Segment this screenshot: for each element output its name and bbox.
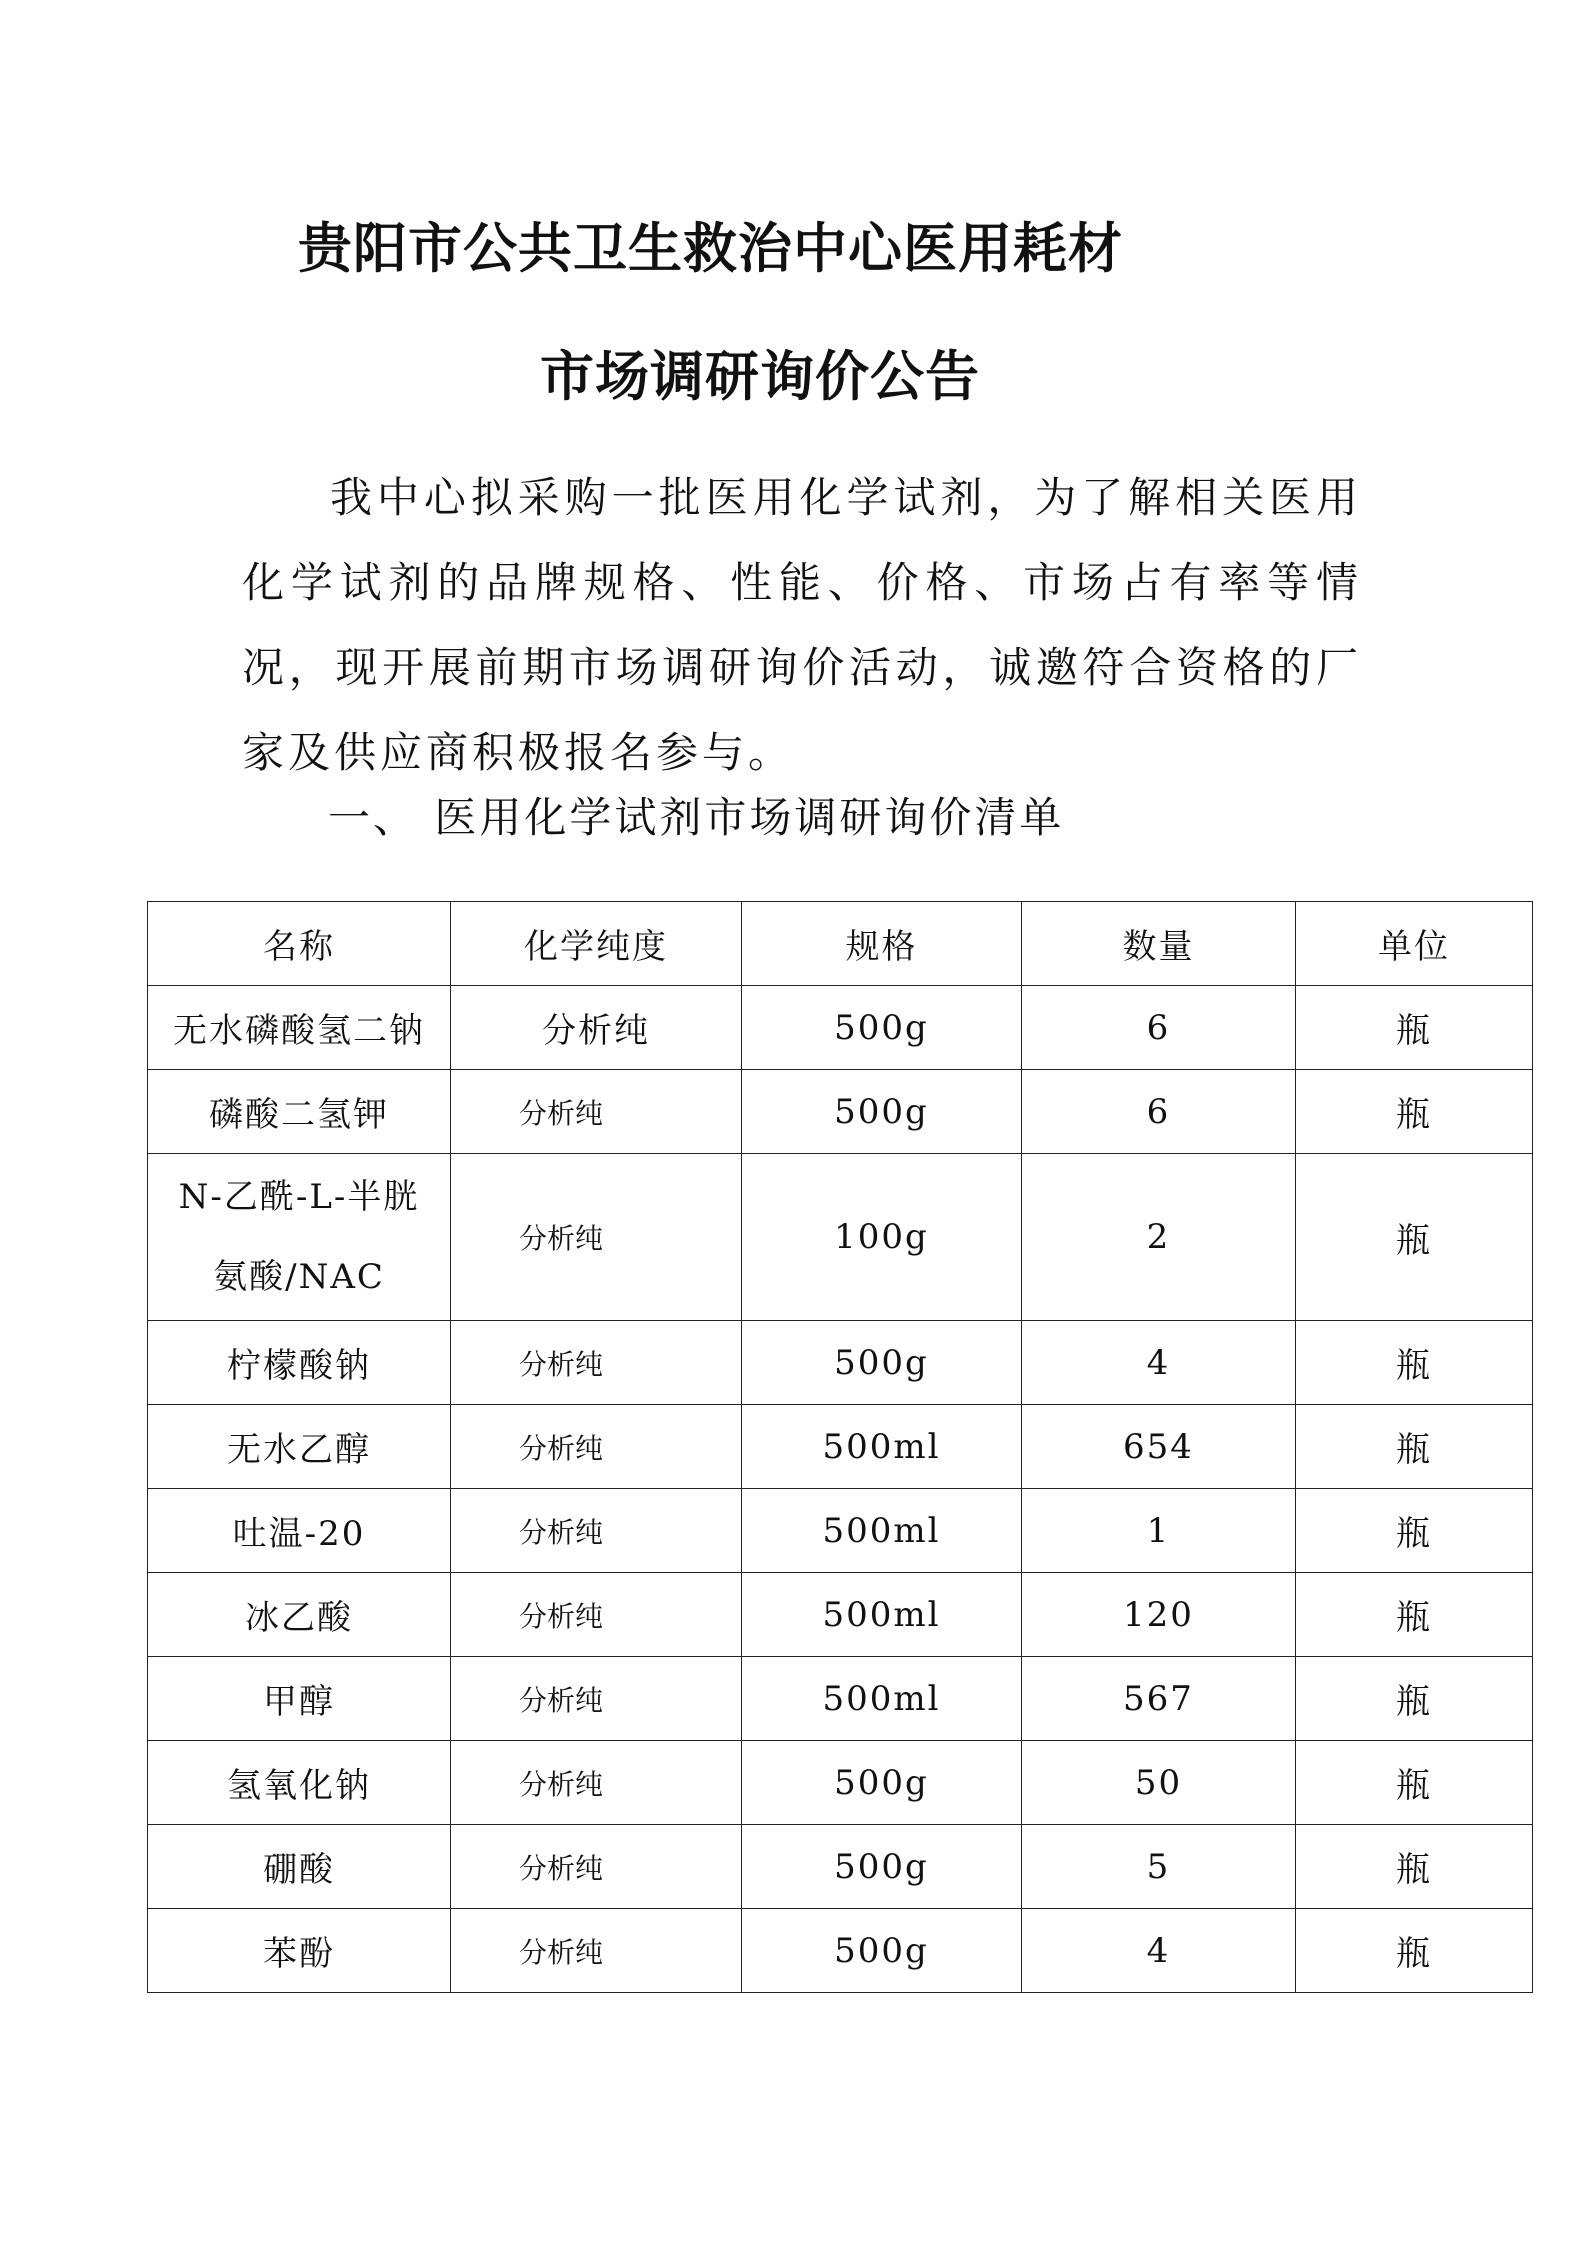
cell-unit: 瓶 bbox=[1296, 1489, 1533, 1573]
cell-quantity: 5 bbox=[1022, 1825, 1296, 1909]
cell-purity: 分析纯 bbox=[451, 1405, 742, 1489]
cell-quantity: 6 bbox=[1022, 986, 1296, 1070]
cell-spec: 500g bbox=[742, 1741, 1022, 1825]
cell-purity: 分析纯 bbox=[451, 1573, 742, 1657]
cell-spec: 500g bbox=[742, 1070, 1022, 1154]
cell-name: 苯酚 bbox=[148, 1909, 451, 1993]
cell-spec: 500ml bbox=[742, 1489, 1022, 1573]
cell-spec: 500g bbox=[742, 1825, 1022, 1909]
cell-spec: 500ml bbox=[742, 1657, 1022, 1741]
cell-name: 硼酸 bbox=[148, 1825, 451, 1909]
cell-quantity: 2 bbox=[1022, 1154, 1296, 1321]
table-row bbox=[148, 1070, 1533, 1154]
cell-spec: 500ml bbox=[742, 1405, 1022, 1489]
table-row bbox=[148, 1154, 1533, 1321]
cell-quantity: 6 bbox=[1022, 1070, 1296, 1154]
cell-name: 吐温-20 bbox=[148, 1489, 451, 1573]
cell-purity: 分析纯 bbox=[451, 1741, 742, 1825]
cell-spec: 100g bbox=[742, 1154, 1022, 1321]
cell-quantity: 654 bbox=[1022, 1405, 1296, 1489]
table-row bbox=[148, 1909, 1533, 1993]
cell-name: 冰乙酸 bbox=[148, 1573, 451, 1657]
section-heading: 一、 医用化学试剂市场调研询价清单 bbox=[328, 793, 1065, 842]
cell-quantity: 567 bbox=[1022, 1657, 1296, 1741]
cell-purity: 分析纯 bbox=[451, 1154, 742, 1321]
cell-name: 甲醇 bbox=[148, 1657, 451, 1741]
cell-quantity: 1 bbox=[1022, 1489, 1296, 1573]
cell-unit: 瓶 bbox=[1296, 986, 1533, 1070]
cell-unit: 瓶 bbox=[1296, 1070, 1533, 1154]
header-purity: 化学纯度 bbox=[451, 902, 742, 986]
cell-name: 无水乙醇 bbox=[148, 1405, 451, 1489]
cell-unit: 瓶 bbox=[1296, 1405, 1533, 1489]
cell-name: 磷酸二氢钾 bbox=[148, 1070, 451, 1154]
header-name: 名称 bbox=[148, 902, 451, 986]
document-title-line-2: 市场调研询价公告 bbox=[540, 345, 980, 408]
cell-purity: 分析纯 bbox=[451, 1909, 742, 1993]
cell-unit: 瓶 bbox=[1296, 1909, 1533, 1993]
cell-purity: 分析纯 bbox=[451, 1489, 742, 1573]
cell-name: 柠檬酸钠 bbox=[148, 1321, 451, 1405]
cell-spec: 500g bbox=[742, 986, 1022, 1070]
cell-spec: 500g bbox=[742, 1321, 1022, 1405]
cell-name-line-2: 氨酸/NAC bbox=[213, 1257, 385, 1297]
cell-spec: 500g bbox=[742, 1909, 1022, 1993]
cell-purity: 分析纯 bbox=[451, 1825, 742, 1909]
cell-name-line-1: N-乙酰-L-半胱 bbox=[178, 1177, 420, 1217]
table-row bbox=[148, 1405, 1533, 1489]
header-unit: 单位 bbox=[1296, 902, 1533, 986]
cell-unit: 瓶 bbox=[1296, 1321, 1533, 1405]
document-title-line-1: 贵阳市公共卫生救治中心医用耗材 bbox=[298, 217, 1123, 280]
reagent-inquiry-table bbox=[147, 901, 1533, 1993]
cell-purity: 分析纯 bbox=[451, 1657, 742, 1741]
intro-paragraph: 我中心拟采购一批医用化学试剂，为了解相关医用化学试剂的品牌规格、性能、价格、市场占有率等情况，现开展前期市场调研询价活动，诚邀符合资格的厂家及供应商积极报名参与。 bbox=[242, 473, 1362, 777]
cell-quantity: 50 bbox=[1022, 1741, 1296, 1825]
cell-quantity: 120 bbox=[1022, 1573, 1296, 1657]
cell-spec: 500ml bbox=[742, 1573, 1022, 1657]
table-row bbox=[148, 1741, 1533, 1825]
table-header-row bbox=[148, 902, 1533, 986]
table-row bbox=[148, 1489, 1533, 1573]
cell-unit: 瓶 bbox=[1296, 1657, 1533, 1741]
cell-purity: 分析纯 bbox=[451, 1070, 742, 1154]
table-row bbox=[148, 986, 1533, 1070]
table-row bbox=[148, 1321, 1533, 1405]
table-row bbox=[148, 1657, 1533, 1741]
cell-name bbox=[148, 1154, 451, 1321]
table-row bbox=[148, 1573, 1533, 1657]
cell-unit: 瓶 bbox=[1296, 1573, 1533, 1657]
header-quantity: 数量 bbox=[1022, 902, 1296, 986]
cell-purity: 分析纯 bbox=[451, 1321, 742, 1405]
cell-name: 无水磷酸氢二钠 bbox=[148, 986, 451, 1070]
cell-purity: 分析纯 bbox=[451, 986, 742, 1070]
cell-unit: 瓶 bbox=[1296, 1154, 1533, 1321]
cell-quantity: 4 bbox=[1022, 1909, 1296, 1993]
cell-quantity: 4 bbox=[1022, 1321, 1296, 1405]
table-row bbox=[148, 1825, 1533, 1909]
cell-unit: 瓶 bbox=[1296, 1741, 1533, 1825]
cell-name: 氢氧化钠 bbox=[148, 1741, 451, 1825]
cell-unit: 瓶 bbox=[1296, 1825, 1533, 1909]
header-spec: 规格 bbox=[742, 902, 1022, 986]
